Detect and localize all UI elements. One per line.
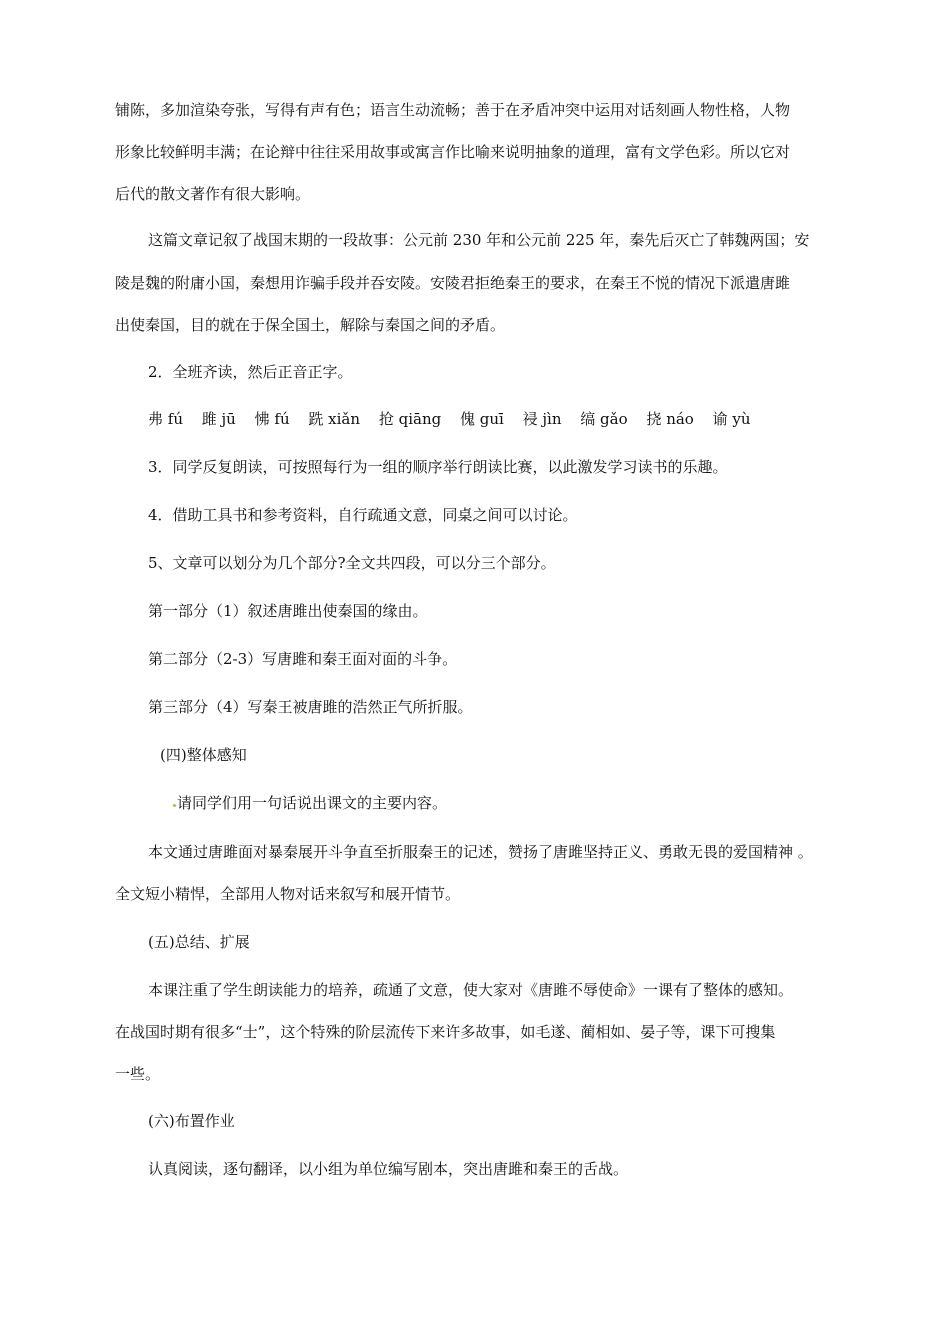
pinyin-item: 抢 qiāng [378, 410, 442, 428]
paragraph-line: 全文短小精悍，全部用人物对话来叙写和展开情节。 [115, 885, 461, 903]
prompt-line [172, 793, 447, 813]
pinyin-item: 怫 fú [254, 410, 290, 428]
paragraph-line: 这篇文章记叙了战国末期的一段故事：公元前 230 年和公元前 225 年，秦先后灭亡了韩魏两国；安 [148, 231, 810, 249]
pinyin-item: 弗 fú [148, 410, 183, 428]
part-one-line: 第一部分（1）叙述唐雎出使秦国的缘由。 [148, 602, 428, 620]
paragraph-line: 本文通过唐雎面对暴秦展开斗争直至折服秦王的记述，赞扬了唐雎坚持正义、勇敢无畏的爱国精神 。 [148, 843, 813, 861]
pinyin-item: 雎 jū [201, 410, 236, 428]
pinyin-item: 挠 náo [646, 410, 694, 428]
paragraph-line: 本课注重了学生朗读能力的培养，疏通了文意，使大家对《唐雎不辱使命》一课有了整体的感知。 [148, 981, 794, 999]
part-three-line: 第三部分（4）写秦王被唐雎的浩然正气所折服。 [148, 698, 473, 716]
section-heading: (五)总结、扩展 [148, 933, 250, 951]
section-heading: (四)整体感知 [160, 746, 247, 764]
step-3-line: 3．同学反复朗读，可按照每行为一组的顺序举行朗读比赛，以此激发学习读书的乐趣。 [148, 458, 728, 476]
bullet-dot-icon [173, 804, 176, 807]
step-2-line: 2．全班齐读，然后正音正字。 [148, 363, 353, 381]
paragraph-line: 后代的散文著作有很大影响。 [115, 185, 311, 203]
paragraph-line: 在战国时期有很多“士”，这个特殊的阶层流传下来许多故事，如毛遂、蔺相如、晏子等，课下可搜集 [115, 1023, 776, 1041]
paragraph-line: 铺陈，多加渲染夸张，写得有声有色；语言生动流畅；善于在矛盾冲突中运用对话刻画人物性格，人物 [115, 101, 791, 119]
step-5-line: 5、文章可以划分为几个部分?全文共四段，可以分三个部分。 [148, 554, 556, 572]
part-two-line: 第二部分（2-3）写唐雎和秦王面对面的斗争。 [148, 650, 458, 668]
paragraph-line: 出使秦国，目的就在于保全国土，解除与秦国之间的矛盾。 [115, 316, 506, 334]
paragraph-line: 认真阅读，逐句翻译，以小组为单位编写剧本，突出唐雎和秦王的舌战。 [148, 1160, 629, 1178]
pinyin-item: 傀 guī [459, 410, 504, 428]
paragraph-line: 一些。 [115, 1065, 161, 1083]
pinyin-list [148, 409, 765, 429]
section-heading: (六)布置作业 [148, 1112, 235, 1130]
prompt-text: 请同学们用一句话说出课文的主要内容。 [177, 794, 448, 812]
step-4-line: 4．借助工具书和参考资料，自行疏通文意，同桌之间可以讨论。 [148, 506, 578, 524]
pinyin-item: 跣 xiǎn [308, 410, 361, 428]
pinyin-item: 缟 gǎo [580, 410, 628, 428]
paragraph-line: 陵是魏的附庸小国，秦想用诈骗手段并吞安陵。安陵君拒绝秦王的要求，在秦王不悦的情况下派遣唐雎 [115, 274, 791, 292]
pinyin-item: 祲 jìn [522, 410, 562, 428]
pinyin-item: 谕 yù [712, 410, 751, 428]
paragraph-line: 形象比较鲜明丰满；在论辩中往往采用故事或寓言作比喻来说明抽象的道理，富有文学色彩。所以它对 [115, 143, 791, 161]
